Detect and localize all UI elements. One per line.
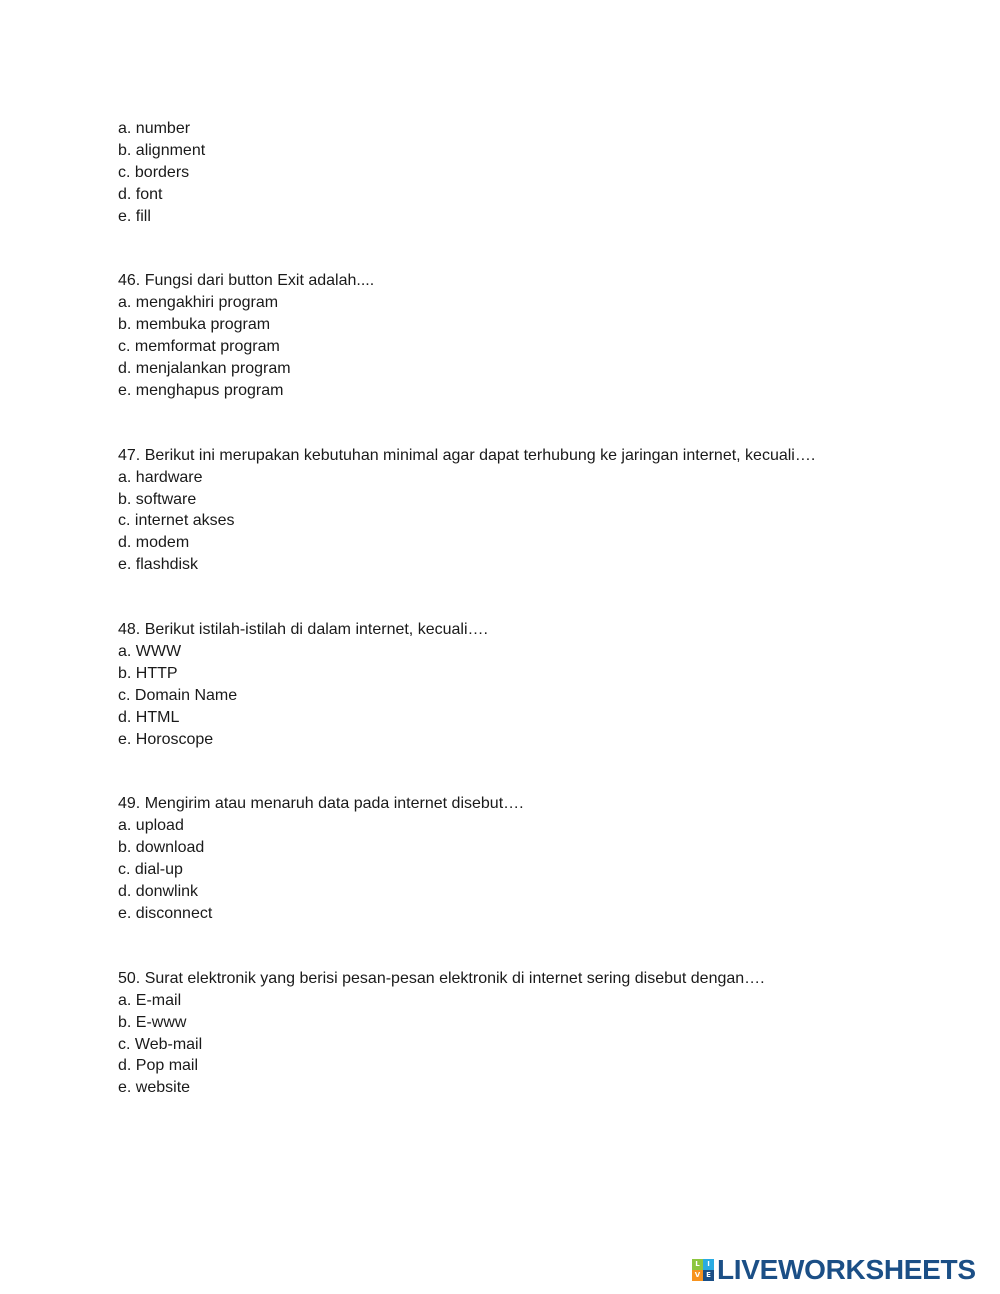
question-block-50	[118, 968, 938, 1099]
option-e: e. flashdisk	[118, 556, 199, 574]
option-a: a. mengakhiri program	[118, 294, 279, 312]
option-e: e. Horoscope	[118, 730, 214, 748]
question-block-45	[118, 118, 938, 227]
worksheet-page	[118, 118, 938, 1099]
option-d: d. menjalankan program	[118, 360, 291, 378]
option-b: b. HTTP	[118, 664, 178, 682]
option-c: c. borders	[118, 163, 190, 181]
option-c: c. internet akses	[118, 512, 235, 530]
logo-mark-l: L	[692, 1259, 703, 1270]
logo-mark-icon	[692, 1259, 714, 1281]
option-c: c. memformat program	[118, 338, 280, 356]
option-a: a. upload	[118, 817, 184, 835]
option-e: e. menghapus program	[118, 381, 284, 399]
logo-text: LIVEWORKSHEETS	[717, 1254, 976, 1285]
option-b: b. E-www	[118, 1013, 187, 1031]
question-text: 46. Fungsi dari button Exit adalah....	[118, 272, 375, 290]
option-c: c. Web-mail	[118, 1035, 203, 1053]
option-b: b. download	[118, 839, 205, 857]
logo-mark-v: V	[692, 1270, 703, 1281]
option-c: c. Domain Name	[118, 686, 238, 704]
question-text: 48. Berikut istilah-istilah di dalam internet, kecuali….	[118, 621, 488, 639]
option-a: a. E-mail	[118, 991, 182, 1009]
question-block-48	[118, 619, 938, 750]
logo-mark-i: I	[703, 1259, 714, 1270]
option-a: a. hardware	[118, 468, 203, 486]
option-a: a. number	[118, 120, 191, 137]
option-a: a. WWW	[118, 643, 182, 661]
question-block-46	[118, 270, 938, 401]
option-d: d. font	[118, 185, 163, 203]
question-text: 49. Mengirim atau menaruh data pada internet disebut….	[118, 795, 524, 813]
option-b: b. membuka program	[118, 316, 271, 334]
option-e: e. disconnect	[118, 904, 213, 922]
option-d: d. donwlink	[118, 883, 199, 901]
question-block-49	[118, 793, 938, 924]
option-b: b. software	[118, 490, 197, 508]
option-e: e. fill	[118, 207, 151, 225]
option-d: d. HTML	[118, 708, 180, 726]
question-text: 50. Surat elektronik yang berisi pesan-pesan elektronik di internet sering disebut dengan….	[118, 969, 765, 987]
logo-mark-e: E	[703, 1270, 714, 1281]
question-block-47	[118, 445, 938, 576]
liveworksheets-logo	[692, 1255, 976, 1285]
option-c: c. dial-up	[118, 861, 183, 879]
option-d: d. modem	[118, 534, 190, 552]
option-d: d. Pop mail	[118, 1057, 199, 1075]
question-text: 47. Berikut ini merupakan kebutuhan minimal agar dapat terhubung ke jaringan internet, kecuali….	[118, 446, 816, 464]
option-b: b. alignment	[118, 141, 206, 159]
option-e: e. website	[118, 1079, 191, 1097]
